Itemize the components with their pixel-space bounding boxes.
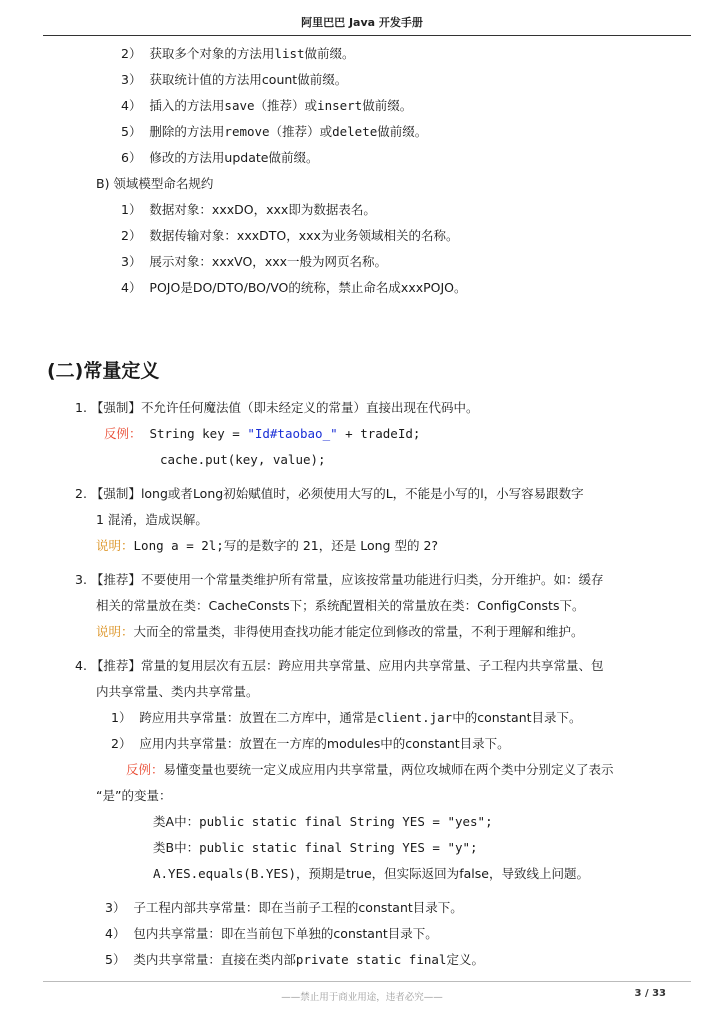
counterexample-label: 反例： (104, 426, 142, 441)
rule-3: 3. 【推荐】不要使用一个常量类维护所有常量，应该按常量功能进行归类，分开维护。如：缓存 (75, 572, 604, 587)
rule-1-counterexample: 反例： String key = "Id#taobao_" + tradeId; (104, 426, 421, 441)
list-item-a6: 6） 修改的方法用update做前缀。 (121, 150, 319, 165)
rule-4-item-4: 4） 包内共享常量：即在当前包下单独的constant目录下。 (105, 926, 438, 941)
list-item-b3: 3） 展示对象：xxxVO，xxx一般为网页名称。 (121, 254, 388, 269)
rule-4-code-class-b: 类B中：public static final String YES = "y"; (153, 840, 478, 855)
rule-4-item-1: 1） 跨应用共享常量：放置在二方库中，通常是client.jar中的constant目录下。 (111, 710, 582, 725)
rule-1: 1. 【强制】不允许任何魔法值（即未经定义的常量）直接出现在代码中。 (75, 400, 479, 415)
note-label: 说明： (96, 538, 134, 553)
rule-4-item-2: 2） 应用内共享常量：放置在一方库的modules中的constant目录下。 (111, 736, 510, 751)
section-title: (二)常量定义 (47, 360, 160, 382)
rule-4-line-2: 内共享常量、类内共享常量。 (96, 684, 259, 699)
footer-divider (43, 981, 691, 982)
rule-4-counterexample-line-2: “是”的变量： (96, 788, 172, 803)
page-number: 3 / 33 (634, 988, 666, 999)
list-item-b4: 4） POJO是DO/DTO/BO/VO的统称，禁止命名成xxxPOJO。 (121, 280, 467, 295)
rule-2-line-2: 1 混淆，造成误解。 (96, 512, 208, 527)
counterexample-label: 反例： (126, 762, 164, 777)
rule-1-code-line-2: cache.put(key, value); (160, 452, 326, 467)
rule-3-line-2: 相关的常量放在类：CacheConsts下；系统配置相关的常量放在类：ConfigConsts下。 (96, 598, 585, 613)
rule-2-note: 说明：Long a = 2l;写的是数字的 21，还是 Long 型的 2? (96, 538, 439, 553)
rule-4: 4. 【推荐】常量的复用层次有五层：跨应用共享常量、应用内共享常量、子工程内共享常量、包 (75, 658, 604, 673)
header-divider (43, 35, 691, 36)
rule-4-counterexample: 反例：易懂变量也要统一定义成应用内共享常量，两位攻城师在两个类中分别定义了表示 (126, 762, 614, 777)
list-item-a3: 3） 获取统计值的方法用count做前缀。 (121, 72, 348, 87)
rule-3-note: 说明：大而全的常量类，非得使用查找功能才能定位到修改的常量，不利于理解和维护。 (96, 624, 584, 639)
rule-4-code-class-a: 类A中：public static final String YES = "yes"; (153, 814, 493, 829)
note-label: 说明： (96, 624, 134, 639)
page-header: 阿里巴巴 Java 开发手册 (301, 16, 423, 29)
footer-notice: ——禁止用于商业用途，违者必究—— (281, 992, 443, 1003)
rule-2: 2. 【强制】long或者Long初始赋值时，必须使用大写的L，不能是小写的l，小写容易跟数字 (75, 486, 584, 501)
rule-4-item-3: 3） 子工程内部共享常量：即在当前子工程的constant目录下。 (105, 900, 463, 915)
rule-4-item-5: 5） 类内共享常量：直接在类内部private static final定义。 (105, 952, 484, 967)
list-heading-b: B) 领域模型命名规约 (96, 176, 214, 191)
list-item-a5: 5） 删除的方法用remove（推荐）或delete做前缀。 (121, 124, 428, 139)
list-item-a4: 4） 插入的方法用save（推荐）或insert做前缀。 (121, 98, 413, 113)
list-item-a2: 2） 获取多个对象的方法用list做前缀。 (121, 46, 355, 61)
rule-4-code-compare: A.YES.equals(B.YES)，预期是true，但实际返回为false，导致线上问题。 (153, 866, 589, 881)
list-item-b2: 2） 数据传输对象：xxxDTO，xxx为业务领域相关的名称。 (121, 228, 459, 243)
list-item-b1: 1） 数据对象：xxxDO，xxx即为数据表名。 (121, 202, 376, 217)
